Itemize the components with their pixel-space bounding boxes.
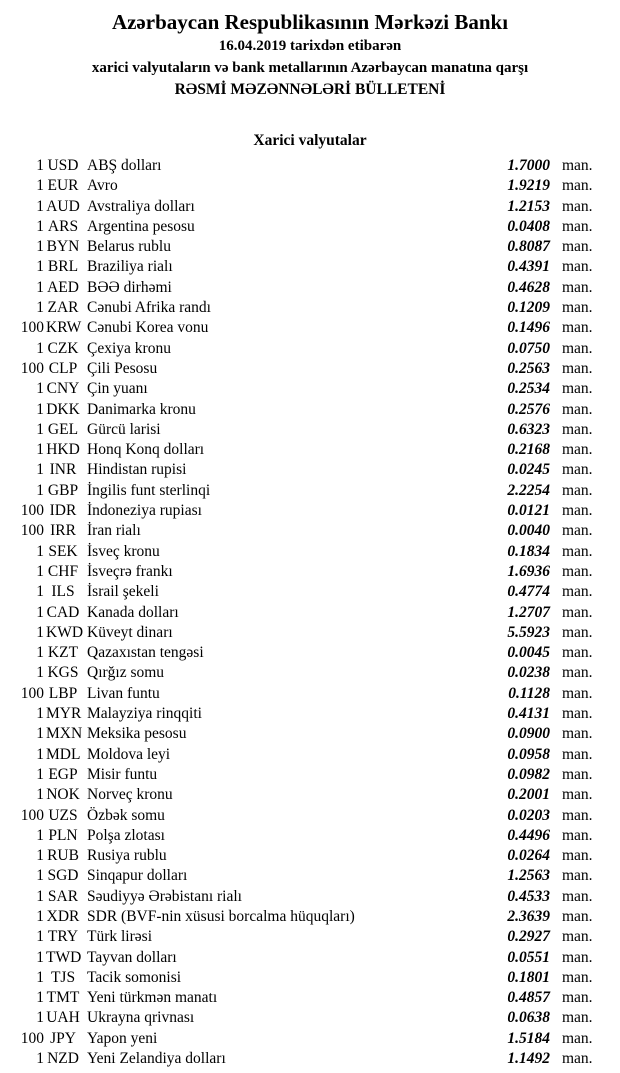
rate-value-cell: 0.0238 xyxy=(507,664,550,682)
currency-name-cell: Qazaxıstan tengəsi xyxy=(87,644,204,662)
currency-code-cell: MDL xyxy=(46,745,81,763)
table-row xyxy=(0,1029,620,1049)
unit-label-cell: man. xyxy=(562,319,593,337)
unit-label-cell: man. xyxy=(562,583,593,601)
currency-name-cell: Yeni türkmən manatı xyxy=(87,989,218,1007)
rate-value-cell: 0.0203 xyxy=(507,806,550,824)
currency-name-cell: Sinqapur dolları xyxy=(87,867,188,885)
currency-code-cell: TRY xyxy=(47,928,79,946)
quantity-cell: 1 xyxy=(36,623,44,641)
currency-code-cell: RUB xyxy=(47,847,79,865)
unit-label-cell: man. xyxy=(562,1029,593,1047)
table-row xyxy=(0,298,620,318)
unit-label-cell: man. xyxy=(562,217,593,235)
quantity-cell: 1 xyxy=(36,948,44,966)
rate-value-cell: 0.2927 xyxy=(507,928,550,946)
unit-label-cell: man. xyxy=(562,887,593,905)
rate-value-cell: 0.1128 xyxy=(508,684,550,702)
rate-value-cell: 0.2534 xyxy=(507,380,550,398)
currency-name-cell: Cənubi Afrika randı xyxy=(87,299,211,317)
unit-label-cell: man. xyxy=(562,968,593,986)
currency-name-cell: Küveyt dinarı xyxy=(87,623,173,641)
currency-code-cell: USD xyxy=(47,157,79,174)
table-row xyxy=(0,521,620,541)
table-row xyxy=(0,887,620,907)
quantity-cell: 1 xyxy=(36,725,44,743)
table-row xyxy=(0,1049,620,1069)
currency-name-cell: Norveç kronu xyxy=(87,786,173,804)
rate-value-cell: 5.5923 xyxy=(507,623,550,641)
unit-label-cell: man. xyxy=(562,420,593,438)
quantity-cell: 1 xyxy=(36,705,44,723)
quantity-cell: 1 xyxy=(36,847,44,865)
quantity-cell: 1 xyxy=(36,887,44,905)
currency-name-cell: Gürcü larisi xyxy=(87,420,161,438)
currency-name-cell: Kanada dolları xyxy=(87,603,179,621)
table-row xyxy=(0,197,620,217)
currency-code-cell: KRW xyxy=(46,319,82,337)
currency-name-cell: Braziliya rialı xyxy=(87,258,173,276)
quantity-cell: 1 xyxy=(36,786,44,804)
rate-value-cell: 2.2254 xyxy=(507,481,550,499)
unit-label-cell: man. xyxy=(562,847,593,865)
quantity-cell: 1 xyxy=(36,745,44,763)
table-row xyxy=(0,907,620,927)
currency-code-cell: SAR xyxy=(47,887,79,905)
table-row xyxy=(0,582,620,602)
currency-name-cell: İran rialı xyxy=(87,522,141,540)
currency-name-cell: Rusiya rublu xyxy=(87,847,167,865)
currency-name-cell: Cənubi Korea vonu xyxy=(87,319,209,337)
quantity-cell: 100 xyxy=(20,806,44,824)
rate-value-cell: 1.2563 xyxy=(507,867,550,885)
unit-label-cell: man. xyxy=(562,461,593,479)
currency-code-cell: CZK xyxy=(47,339,79,357)
currency-code-cell: CLP xyxy=(48,359,78,377)
currency-name-cell: Misir funtu xyxy=(87,765,158,783)
currency-name-cell: Livan funtu xyxy=(87,684,160,702)
unit-label-cell: man. xyxy=(562,623,593,641)
rate-value-cell: 0.0408 xyxy=(507,217,550,235)
currency-code-cell: GBP xyxy=(47,481,79,499)
quantity-cell: 1 xyxy=(36,542,44,560)
rate-value-cell: 2.3639 xyxy=(507,907,550,925)
currency-code-cell: HKD xyxy=(46,441,80,459)
table-row xyxy=(0,156,620,176)
rate-value-cell: 0.8087 xyxy=(507,238,550,256)
currency-name-cell: Meksika pesosu xyxy=(87,725,187,743)
currency-code-cell: TMT xyxy=(46,989,80,1007)
quantity-cell: 1 xyxy=(36,258,44,276)
unit-label-cell: man. xyxy=(562,278,593,296)
quantity-cell: 100 xyxy=(20,684,44,702)
rate-value-cell: 0.0982 xyxy=(507,765,550,783)
table-row xyxy=(0,339,620,359)
currency-name-cell: Ukrayna qrivnası xyxy=(87,1009,195,1027)
currency-name-cell: İsveç kronu xyxy=(87,542,160,560)
unit-label-cell: man. xyxy=(562,177,593,195)
table-row xyxy=(0,948,620,968)
table-row xyxy=(0,745,620,765)
currency-code-cell: INR xyxy=(49,461,77,479)
unit-label-cell: man. xyxy=(562,1009,593,1027)
table-row xyxy=(0,623,620,643)
table-row xyxy=(0,785,620,805)
unit-label-cell: man. xyxy=(562,745,593,763)
currency-name-cell: Polşa zlotası xyxy=(87,826,165,844)
table-row xyxy=(0,359,620,379)
rate-value-cell: 0.2563 xyxy=(507,359,550,377)
table-row xyxy=(0,400,620,420)
rate-value-cell: 1.5184 xyxy=(507,1029,550,1047)
quantity-cell: 1 xyxy=(36,603,44,621)
rate-value-cell: 0.1801 xyxy=(507,968,550,986)
quantity-cell: 1 xyxy=(36,299,44,317)
unit-label-cell: man. xyxy=(562,299,593,317)
table-row xyxy=(0,704,620,724)
currency-name-cell: ABŞ dolları xyxy=(87,157,162,174)
currency-code-cell: ILS xyxy=(51,583,75,601)
unit-label-cell: man. xyxy=(562,339,593,357)
rate-value-cell: 1.9219 xyxy=(507,177,550,195)
rate-value-cell: 0.4857 xyxy=(507,989,550,1007)
bank-title: Azərbaycan Respublikasının Mərkəzi Bankı xyxy=(111,10,509,34)
unit-label-cell: man. xyxy=(562,258,593,276)
table-row xyxy=(0,866,620,886)
unit-label-cell: man. xyxy=(562,502,593,520)
table-row xyxy=(0,481,620,501)
currency-code-cell: KGS xyxy=(47,664,79,682)
currency-name-cell: İsrail şekeli xyxy=(87,583,159,601)
rate-value-cell: 0.0638 xyxy=(507,1009,550,1027)
rate-value-cell: 0.2001 xyxy=(507,786,550,804)
quantity-cell: 1 xyxy=(36,380,44,398)
currency-code-cell: BYN xyxy=(46,238,80,256)
rate-value-cell: 0.4774 xyxy=(507,583,550,601)
currency-code-cell: NZD xyxy=(47,1050,79,1068)
currency-code-cell: IRR xyxy=(50,522,76,540)
unit-label-cell: man. xyxy=(562,542,593,560)
table-row xyxy=(0,765,620,785)
unit-label-cell: man. xyxy=(562,765,593,783)
currency-name-cell: Avstraliya dolları xyxy=(87,197,195,215)
bulletin-title: RƏSMİ MƏZƏNNƏLƏRİ BÜLLETENİ xyxy=(174,81,446,98)
rate-value-cell: 0.0121 xyxy=(507,502,550,520)
quantity-cell: 1 xyxy=(36,765,44,783)
quantity-cell: 1 xyxy=(36,157,44,174)
unit-label-cell: man. xyxy=(562,400,593,418)
table-row xyxy=(0,684,620,704)
quantity-cell: 1 xyxy=(36,217,44,235)
currency-name-cell: Özbək somu xyxy=(87,806,165,824)
quantity-cell: 1 xyxy=(36,197,44,215)
rate-value-cell: 1.1492 xyxy=(507,1050,550,1068)
table-row xyxy=(0,176,620,196)
effective-date-line: 16.04.2019 tarixdən etibarən xyxy=(218,38,402,54)
currency-name-cell: Danimarka kronu xyxy=(87,400,196,418)
quantity-cell: 100 xyxy=(20,1029,44,1047)
table-row xyxy=(0,968,620,988)
table-row xyxy=(0,846,620,866)
rate-value-cell: 0.2168 xyxy=(507,441,550,459)
currency-code-cell: SEK xyxy=(48,542,78,560)
section-title-foreign-currencies: Xarici valyutalar xyxy=(253,132,367,149)
table-row xyxy=(0,379,620,399)
currency-code-cell: MYR xyxy=(46,705,82,723)
table-row xyxy=(0,1008,620,1028)
quantity-cell: 1 xyxy=(36,238,44,256)
table-row xyxy=(0,318,620,338)
table-row xyxy=(0,724,620,744)
currency-code-cell: NOK xyxy=(46,786,80,804)
quantity-cell: 100 xyxy=(20,359,44,377)
rate-value-cell: 0.0551 xyxy=(507,948,550,966)
table-row xyxy=(0,806,620,826)
rate-value-cell: 0.0040 xyxy=(507,522,550,540)
rate-value-cell: 0.2576 xyxy=(507,400,550,418)
unit-label-cell: man. xyxy=(562,786,593,804)
currency-code-cell: AED xyxy=(47,278,79,296)
rate-value-cell: 1.2153 xyxy=(507,197,550,215)
unit-label-cell: man. xyxy=(562,481,593,499)
currency-code-cell: MXN xyxy=(46,725,83,743)
quantity-cell: 1 xyxy=(36,989,44,1007)
unit-label-cell: man. xyxy=(562,644,593,662)
quantity-cell: 1 xyxy=(36,420,44,438)
table-row xyxy=(0,562,620,582)
quantity-cell: 1 xyxy=(36,1009,44,1027)
currency-code-cell: PLN xyxy=(48,826,78,844)
currency-code-cell: EGP xyxy=(48,765,78,783)
table-row xyxy=(0,988,620,1008)
table-row xyxy=(0,237,620,257)
table-row xyxy=(0,278,620,298)
currency-name-cell: İndoneziya rupiası xyxy=(87,502,202,520)
table-row xyxy=(0,501,620,521)
currency-code-cell: GEL xyxy=(47,420,79,438)
currency-name-cell: Hindistan rupisi xyxy=(87,461,187,479)
table-row xyxy=(0,440,620,460)
rate-value-cell: 0.4131 xyxy=(507,705,550,723)
currency-code-cell: SGD xyxy=(47,867,79,885)
rate-value-cell: 0.1209 xyxy=(507,299,550,317)
currency-name-cell: Avro xyxy=(87,177,118,195)
table-row xyxy=(0,826,620,846)
currency-name-cell: Malayziya rinqqiti xyxy=(87,705,202,723)
currency-code-cell: TJS xyxy=(50,968,76,986)
currency-name-cell: Tacik somonisi xyxy=(87,968,182,986)
unit-label-cell: man. xyxy=(562,928,593,946)
currency-name-cell: Yapon yeni xyxy=(87,1029,158,1047)
quantity-cell: 100 xyxy=(20,522,44,540)
unit-label-cell: man. xyxy=(562,664,593,682)
currency-code-cell: EUR xyxy=(47,177,79,195)
quantity-cell: 1 xyxy=(36,339,44,357)
quantity-cell: 1 xyxy=(36,968,44,986)
currency-name-cell: BƏƏ dirhəmi xyxy=(87,278,172,296)
table-row xyxy=(0,257,620,277)
unit-label-cell: man. xyxy=(562,989,593,1007)
rate-value-cell: 0.4496 xyxy=(507,826,550,844)
rate-value-cell: 0.4628 xyxy=(507,278,550,296)
currency-name-cell: İngilis funt sterlinqi xyxy=(87,481,211,499)
currency-name-cell: İsveçrə frankı xyxy=(87,562,173,580)
currency-name-cell: Belarus rublu xyxy=(87,238,171,256)
quantity-cell: 1 xyxy=(36,664,44,682)
unit-label-cell: man. xyxy=(562,948,593,966)
unit-label-cell: man. xyxy=(562,806,593,824)
rate-value-cell: 0.0750 xyxy=(507,339,550,357)
table-row xyxy=(0,643,620,663)
currency-name-cell: Türk lirəsi xyxy=(87,928,152,946)
currency-code-cell: XDR xyxy=(46,907,80,925)
unit-label-cell: man. xyxy=(562,705,593,723)
rate-value-cell: 0.1834 xyxy=(507,542,550,560)
quantity-cell: 100 xyxy=(20,502,44,520)
unit-label-cell: man. xyxy=(562,380,593,398)
unit-label-cell: man. xyxy=(562,359,593,377)
unit-label-cell: man. xyxy=(562,907,593,925)
currency-name-cell: Moldova leyi xyxy=(87,745,171,763)
rate-value-cell: 1.7000 xyxy=(507,157,550,174)
rate-value-cell: 0.0900 xyxy=(507,725,550,743)
quantity-cell: 100 xyxy=(20,319,44,337)
currency-code-cell: UAH xyxy=(46,1009,80,1027)
quantity-cell: 1 xyxy=(36,481,44,499)
rate-value-cell: 0.0958 xyxy=(507,745,550,763)
table-row xyxy=(0,603,620,623)
currency-name-cell: Çili Pesosu xyxy=(87,359,158,377)
unit-label-cell: man. xyxy=(562,1050,593,1068)
table-row xyxy=(0,217,620,237)
unit-label-cell: man. xyxy=(562,826,593,844)
currency-name-cell: Səudiyyə Ərəbistanı rialı xyxy=(87,887,242,905)
currency-code-cell: IDR xyxy=(49,502,77,520)
currency-name-cell: SDR (BVF-nin xüsusi borcalma hüquqları) xyxy=(87,907,355,925)
currency-name-cell: Qırğız somu xyxy=(87,664,165,682)
quantity-cell: 1 xyxy=(36,562,44,580)
currency-code-cell: TWD xyxy=(46,948,82,966)
rate-value-cell: 0.4391 xyxy=(507,258,550,276)
quantity-cell: 1 xyxy=(36,907,44,925)
rate-value-cell: 1.2707 xyxy=(507,603,550,621)
unit-label-cell: man. xyxy=(562,725,593,743)
currency-code-cell: KZT xyxy=(47,644,79,662)
currency-code-cell: CAD xyxy=(46,603,80,621)
quantity-cell: 1 xyxy=(36,826,44,844)
rate-value-cell: 0.0264 xyxy=(507,847,550,865)
table-row xyxy=(0,542,620,562)
unit-label-cell: man. xyxy=(562,684,593,702)
rate-value-cell: 0.0245 xyxy=(507,461,550,479)
quantity-cell: 1 xyxy=(36,644,44,662)
currency-code-cell: UZS xyxy=(48,806,78,824)
currency-code-cell: AUD xyxy=(46,197,80,215)
currency-code-cell: JPY xyxy=(50,1029,76,1047)
table-row xyxy=(0,460,620,480)
quantity-cell: 1 xyxy=(36,400,44,418)
currency-code-cell: ARS xyxy=(47,217,79,235)
unit-label-cell: man. xyxy=(562,562,593,580)
currency-code-cell: LBP xyxy=(48,684,78,702)
unit-label-cell: man. xyxy=(562,238,593,256)
unit-label-cell: man. xyxy=(562,522,593,540)
currency-name-cell: Çin yuanı xyxy=(87,380,148,398)
rate-value-cell: 0.1496 xyxy=(507,319,550,337)
quantity-cell: 1 xyxy=(36,177,44,195)
quantity-cell: 1 xyxy=(36,441,44,459)
currency-code-cell: KWD xyxy=(46,623,84,641)
unit-label-cell: man. xyxy=(562,867,593,885)
unit-label-cell: man. xyxy=(562,603,593,621)
currency-code-cell: ZAR xyxy=(47,299,79,317)
currency-name-cell: Tayvan dolları xyxy=(87,948,177,966)
currency-code-cell: CHF xyxy=(47,562,79,580)
quantity-cell: 1 xyxy=(36,867,44,885)
quantity-cell: 1 xyxy=(36,928,44,946)
rate-value-cell: 0.4533 xyxy=(507,887,550,905)
currency-code-cell: BRL xyxy=(47,258,79,276)
unit-label-cell: man. xyxy=(562,441,593,459)
unit-label-cell: man. xyxy=(562,157,593,174)
currency-rate-table xyxy=(0,156,620,1069)
rate-value-cell: 0.6323 xyxy=(507,420,550,438)
quantity-cell: 1 xyxy=(36,278,44,296)
unit-label-cell: man. xyxy=(562,197,593,215)
currency-name-cell: Çexiya kronu xyxy=(87,339,171,357)
currency-name-cell: Yeni Zelandiya dolları xyxy=(87,1050,226,1068)
quantity-cell: 1 xyxy=(36,1050,44,1068)
currency-code-cell: DKK xyxy=(46,400,80,418)
rate-value-cell: 0.0045 xyxy=(507,644,550,662)
currency-code-cell: CNY xyxy=(46,380,80,398)
currency-name-cell: Argentina pesosu xyxy=(87,217,195,235)
rate-value-cell: 1.6936 xyxy=(507,562,550,580)
subtitle-line: xarici valyutaların və bank metallarının Azərbaycan manatına qarşı xyxy=(91,60,529,76)
currency-name-cell: Honq Konq dolları xyxy=(87,441,205,459)
table-row xyxy=(0,420,620,440)
quantity-cell: 1 xyxy=(36,461,44,479)
table-row xyxy=(0,663,620,683)
quantity-cell: 1 xyxy=(36,583,44,601)
table-row xyxy=(0,927,620,947)
